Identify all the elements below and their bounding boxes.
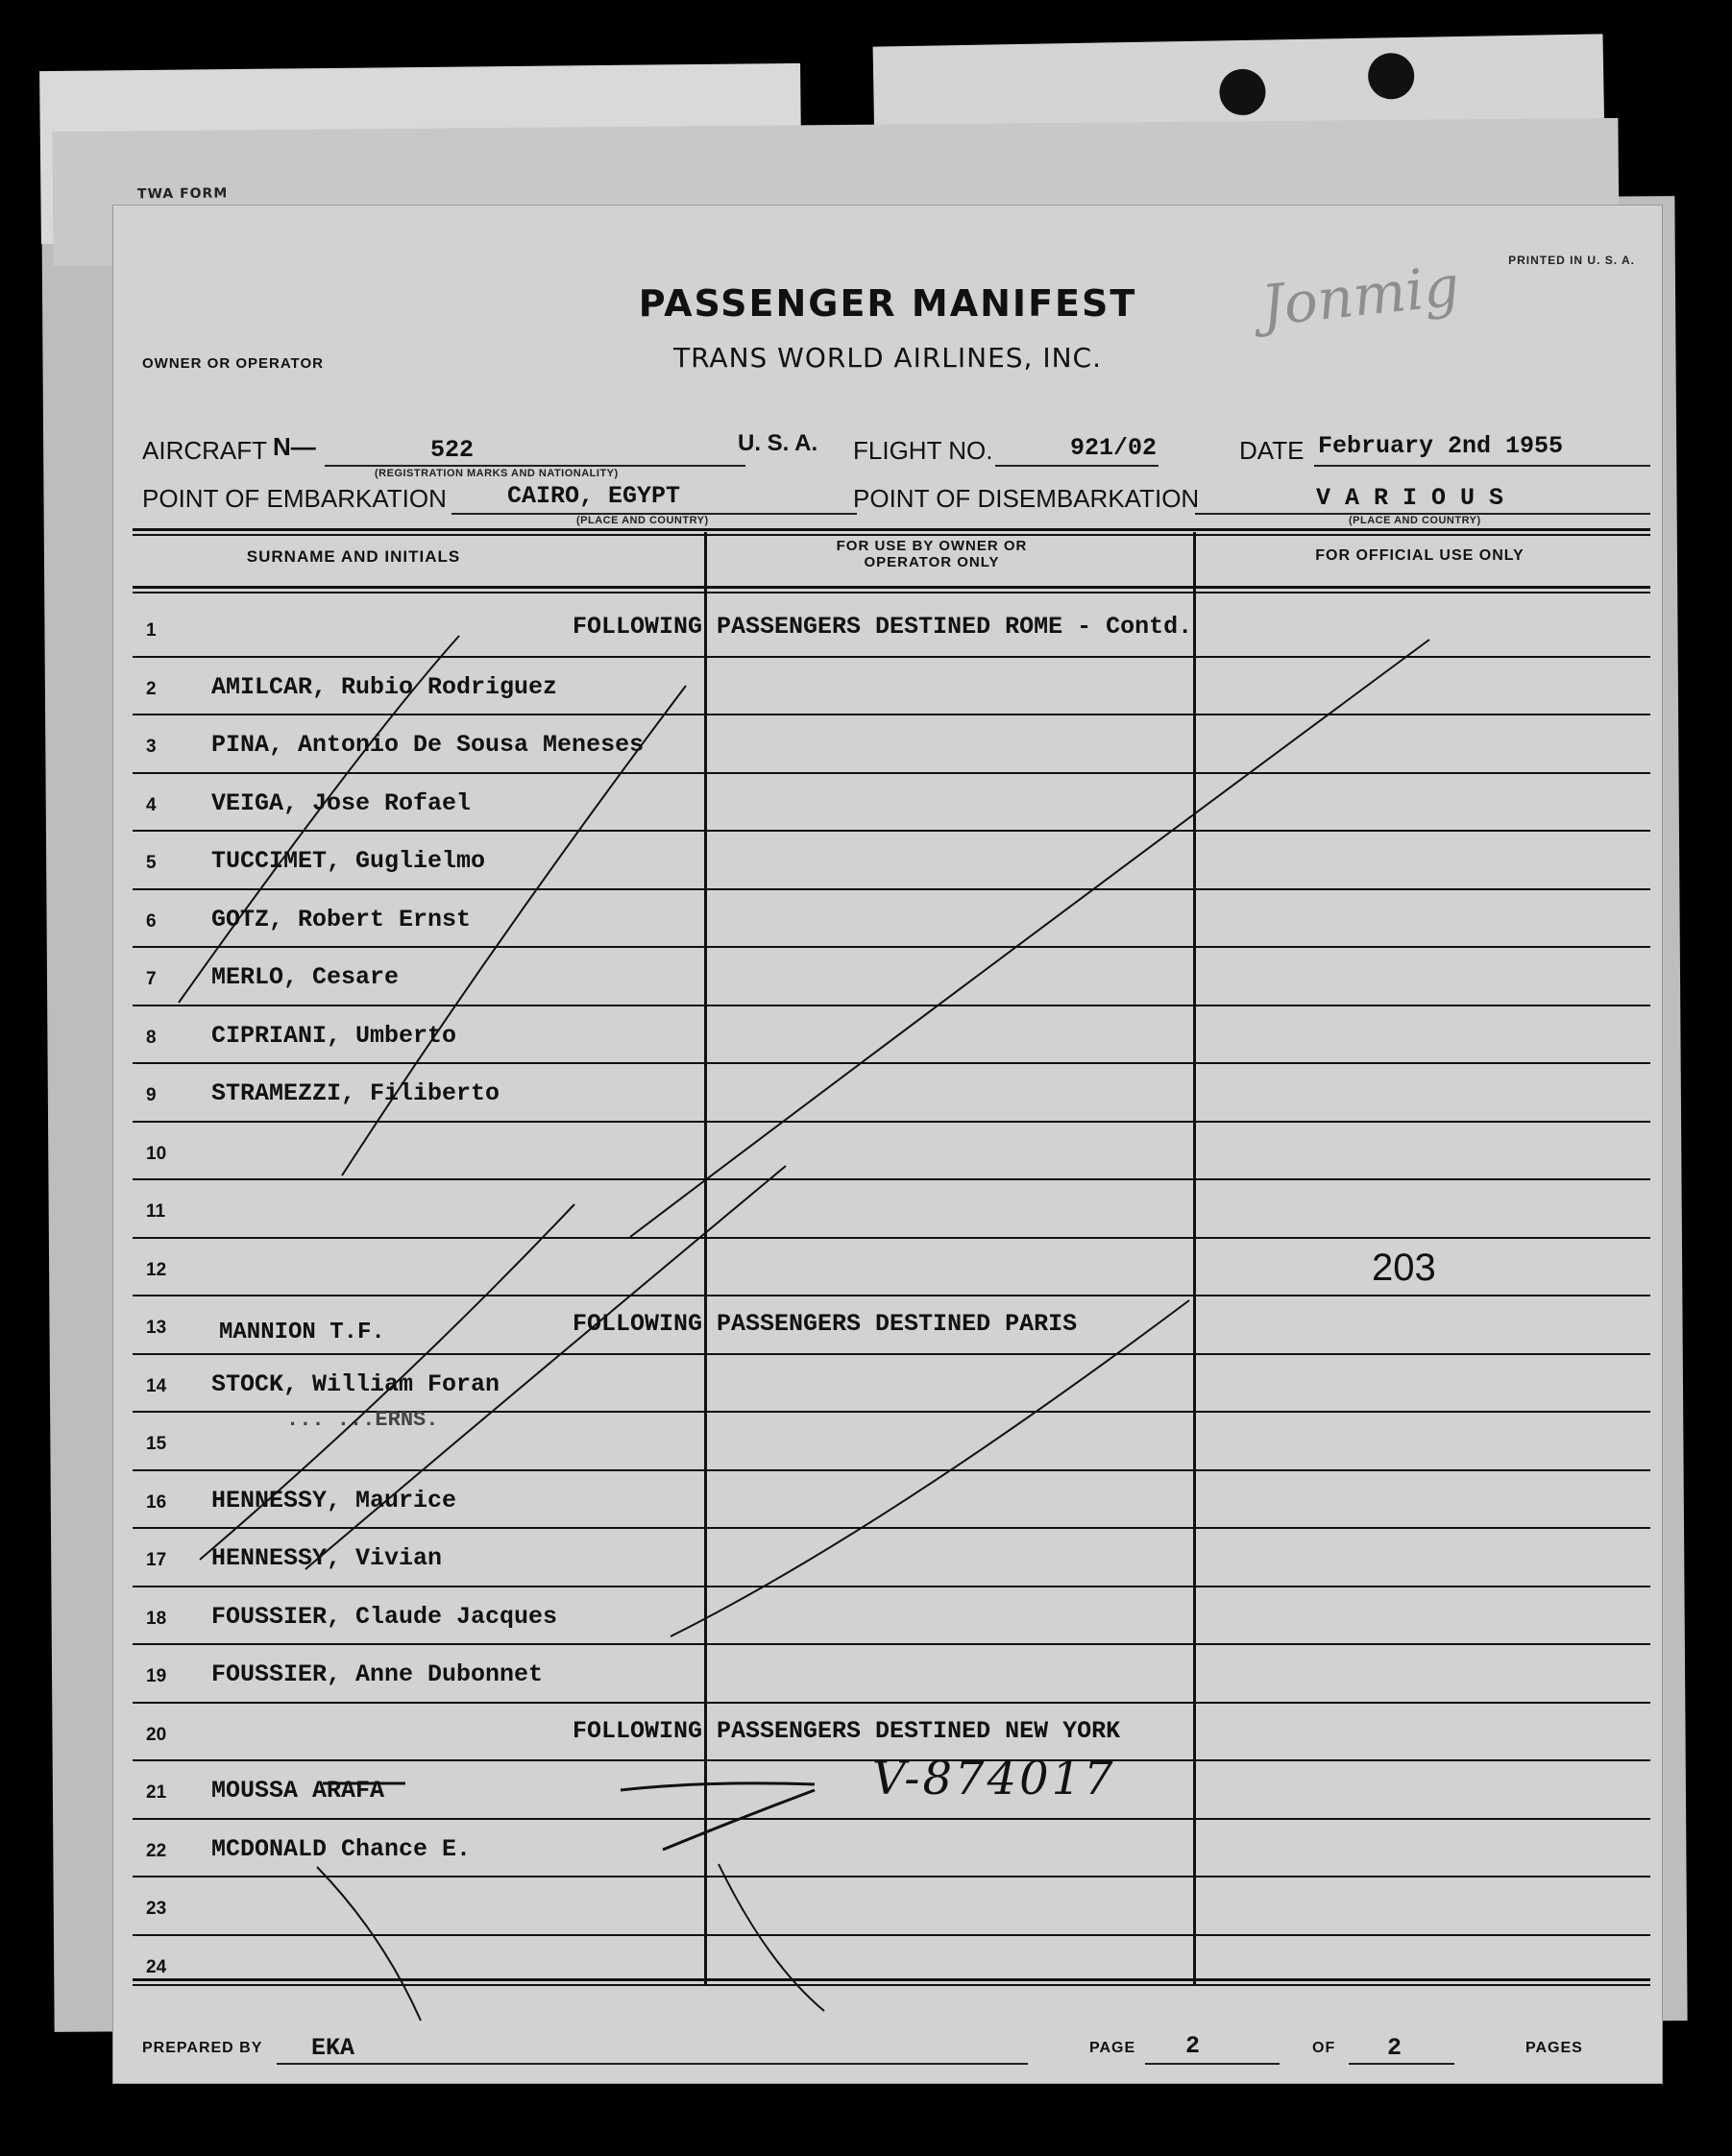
row-number: 11 [146,1201,166,1222]
destination-banner: FOLLOWING PASSENGERS DESTINED PARIS [573,1310,1078,1338]
row-number: 7 [146,969,157,989]
visa-stroke [663,1790,815,1850]
row-number: 21 [146,1782,167,1803]
check-line [317,1867,421,2021]
embarkation-label: POINT OF EMBARKATION [142,484,447,513]
pages-label: PAGES [1525,2040,1583,2056]
disembarkation-point: V A R I O U S [1316,484,1504,512]
column-surname: SURNAME AND INITIALS [246,547,461,566]
prepared-by-value: EKA [311,2034,355,2062]
passenger-name: STOCK, William Foran [211,1369,500,1398]
check-line [630,640,1429,1237]
page-title: PASSENGER MANIFEST [638,282,1137,325]
check-line [671,1300,1189,1636]
passenger-name: CIPRIANI, Umberto [211,1021,457,1050]
check-line [179,636,459,1003]
row-number: 22 [146,1840,167,1861]
passenger-name: TUCCIMET, Guglielmo [211,847,486,875]
passenger-name: MOUSSA ARAFA [211,1777,385,1805]
destination-banner: FOLLOWING PASSENGERS DESTINED NEW YORK [573,1716,1121,1745]
disembarkation-label: POINT OF DISEMBARKATION [853,484,1200,513]
of-label: OF [1312,2040,1336,2056]
punch-hole [1219,69,1266,116]
row-number: 17 [146,1550,167,1570]
passenger-name: AMILCAR, Rubio Rodriguez [211,672,558,701]
overtyped-entry-15: ... ...ERNS. [286,1408,439,1432]
row-number: 12 [146,1259,167,1280]
row-number: 13 [146,1318,167,1338]
place-note: (PLACE AND COUNTRY) [576,515,709,526]
prepared-by-label: PREPARED BY [142,2040,263,2056]
aircraft-label: AIRCRAFT [142,436,267,465]
row-number: 19 [146,1666,167,1686]
passenger-name: HENNESSY, Maurice [211,1486,457,1514]
row-number: 2 [146,678,157,699]
owner-label: OWNER OR OPERATOR [142,355,324,372]
passenger-name: HENNESSY, Vivian [211,1544,443,1572]
destination-banner: FOLLOWING PASSENGERS DESTINED ROME - Contd. [573,613,1193,641]
airline-name: TRANS WORLD AIRLINES, INC. [672,342,1103,374]
official-number: 203 [1372,1246,1436,1289]
nationality: U. S. A. [738,430,818,456]
flight-number: 921/02 [1070,434,1158,462]
page-label: PAGE [1089,2040,1136,2056]
flight-label: FLIGHT NO. [853,436,993,465]
row-number: 23 [146,1899,167,1919]
printed-note: PRINTED IN U. S. A. [1508,254,1635,267]
passenger-name: FOUSSIER, Claude Jacques [211,1602,558,1631]
flight-date: February 2nd 1955 [1318,432,1564,460]
embarkation-point: CAIRO, EGYPT [507,482,681,510]
row-number: 6 [146,910,157,932]
row-number: 15 [146,1434,167,1454]
registration-note: (REGISTRATION MARKS AND NATIONALITY) [375,468,619,479]
date-label: DATE [1239,436,1305,465]
check-line [719,1864,824,2011]
aircraft-number: 522 [430,436,475,464]
aircraft-prefix: N— [273,432,316,461]
row-number: 3 [146,737,157,757]
page-number: 2 [1185,2032,1201,2060]
passenger-name: MERLO, Cesare [211,963,400,991]
passenger-name: STRAMEZZI, Filiberto [211,1079,500,1107]
row-number: 14 [146,1375,167,1396]
row-number: 8 [146,1027,157,1048]
passenger-name: PINA, Antonio De Sousa Meneses [211,731,645,759]
check-line [342,686,686,1175]
check-line [200,1204,574,1560]
passenger-name: VEIGA, Jose Rofael [211,788,472,817]
column-official-use: FOR OFFICIAL USE ONLY [1315,547,1525,564]
row-number: 24 [146,1956,167,1977]
row-number: 9 [146,1085,157,1105]
page-total: 2 [1387,2034,1403,2062]
place-note-2: (PLACE AND COUNTRY) [1349,515,1481,526]
handwritten-signature: Jonmig [1258,253,1463,339]
passenger-name: GOTZ, Robert Ernst [211,905,472,933]
row-number: 1 [146,620,157,641]
row-number: 4 [146,794,157,815]
row-number: 10 [146,1143,167,1164]
row-number: 16 [146,1491,167,1513]
back-form-label: TWA FORM [136,185,229,203]
row-number: 20 [146,1724,167,1745]
row-number: 18 [146,1608,167,1629]
passenger-name: MCDONALD Chance E. [211,1834,472,1863]
punch-hole [1368,53,1415,100]
manifest-sheet [113,206,1662,2083]
visa-annotation: V-874017 [872,1752,1116,1805]
passenger-name: FOUSSIER, Anne Dubonnet [211,1660,544,1688]
visa-stroke [621,1783,815,1790]
row-number: 5 [146,853,157,873]
check-line [305,1166,786,1569]
overtyped-entry-13: MANNION T.F. [219,1320,385,1345]
handwritten-check-marks [113,206,1662,2083]
column-owner-use: FOR USE BY OWNER OR OPERATOR ONLY [836,538,1028,570]
